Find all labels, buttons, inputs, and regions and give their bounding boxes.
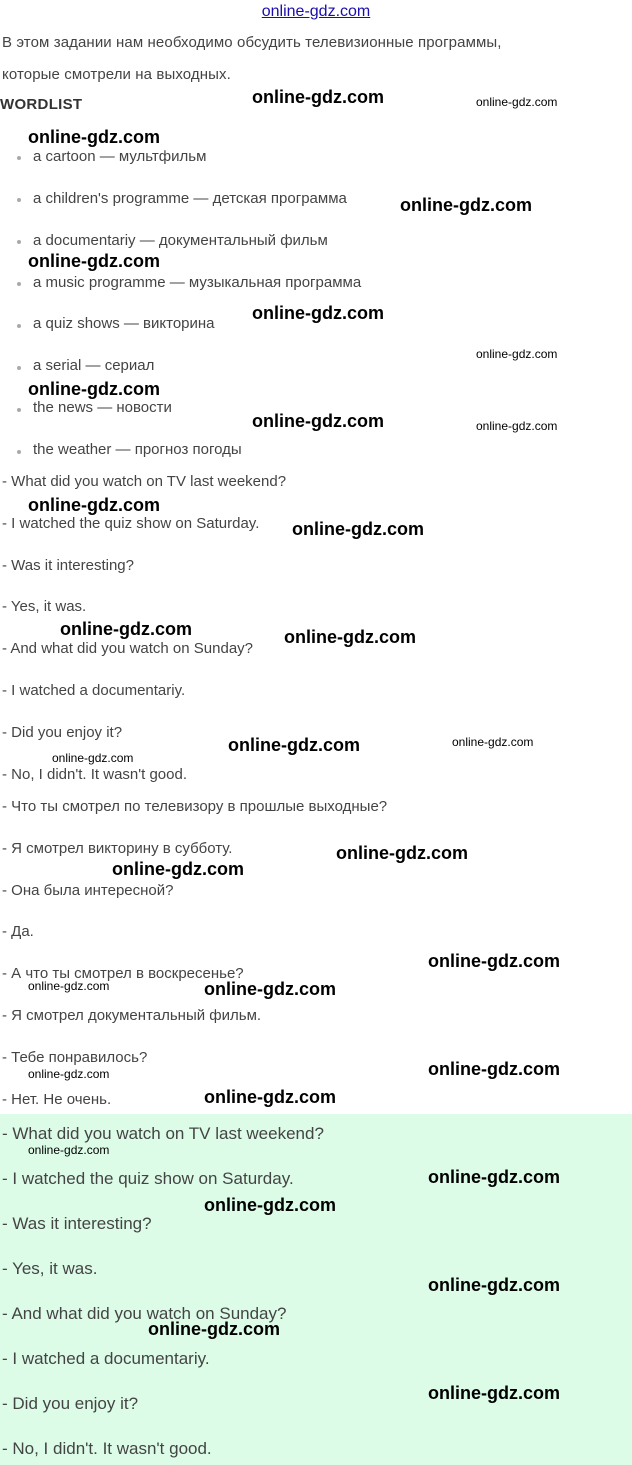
watermark: online-gdz.com (28, 979, 110, 993)
bullet-icon (17, 324, 21, 328)
wordlist-item: a documentariy — документальный фильм (33, 232, 328, 249)
dialogue-line: - No, I didn't. It wasn't good. (2, 1439, 212, 1458)
dialogue-line: - Yes, it was. (2, 1259, 98, 1278)
dialogue-line: - What did you watch on TV last weekend? (2, 473, 287, 490)
bullet-icon (17, 366, 21, 370)
dialogue-line: - I watched a documentariy. (2, 1349, 210, 1368)
wordlist-item: a children's programme — детская программа (33, 190, 347, 207)
watermark: online-gdz.com (204, 1195, 336, 1215)
watermark: online-gdz.com (336, 843, 468, 863)
bullet-icon (17, 408, 21, 412)
dialogue-line: - And what did you watch on Sunday? (2, 1304, 287, 1323)
watermark: online-gdz.com (476, 419, 558, 433)
bullet-icon (17, 198, 21, 202)
dialogue-line: - Was it interesting? (2, 1214, 152, 1233)
dialogue-line: - А что ты смотрел в воскресенье? (2, 965, 244, 982)
watermark: online-gdz.com (428, 1275, 560, 1295)
dialogue-line: - Нет. Не очень. (2, 1091, 112, 1108)
watermark: online-gdz.com (60, 619, 192, 639)
dialogue-line: - Did you enjoy it? (2, 1394, 139, 1413)
watermark: online-gdz.com (428, 951, 560, 971)
dialogue-line: - Yes, it was. (2, 598, 87, 615)
dialogue-line: - I watched the quiz show on Saturday. (2, 1169, 294, 1188)
watermark: online-gdz.com (28, 251, 160, 271)
watermark: online-gdz.com (476, 95, 558, 109)
watermark: online-gdz.com (28, 495, 160, 515)
watermark: online-gdz.com (252, 411, 384, 431)
dialogue-line: - Я смотрел документальный фильм. (2, 1007, 262, 1024)
watermark: online-gdz.com (52, 751, 134, 765)
watermark: online-gdz.com (148, 1319, 280, 1339)
watermark: online-gdz.com (28, 1143, 110, 1157)
watermark: online-gdz.com (228, 735, 360, 755)
watermark: online-gdz.com (28, 1067, 110, 1081)
watermark: online-gdz.com (28, 379, 160, 399)
watermark: online-gdz.com (452, 735, 534, 749)
watermark: online-gdz.com (400, 195, 532, 215)
site-link[interactable]: online-gdz.com (261, 3, 371, 20)
watermark: online-gdz.com (28, 127, 160, 147)
dialogue-line: - No, I didn't. It wasn't good. (2, 766, 187, 783)
dialogue-line: - Тебе понравилось? (2, 1049, 148, 1066)
bullet-icon (17, 450, 21, 454)
watermark: online-gdz.com (112, 859, 244, 879)
dialogue-line: - And what did you watch on Sunday? (2, 640, 254, 657)
intro-line-2: которые смотрели на выходных. (2, 66, 231, 83)
watermark: online-gdz.com (252, 303, 384, 323)
watermark: online-gdz.com (428, 1059, 560, 1079)
dialogue-line: - Она была интересной? (2, 882, 174, 899)
bullet-icon (17, 240, 21, 244)
dialogue-line: - Я смотрел викторину в субботу. (2, 840, 233, 857)
dialogue-line: - What did you watch on TV last weekend? (2, 1124, 324, 1143)
wordlist-item: a cartoon — мультфильм (33, 148, 207, 165)
bullet-icon (17, 282, 21, 286)
dialogue-line: - Did you enjoy it? (2, 724, 123, 741)
wordlist-item: the weather — прогноз погоды (33, 441, 242, 458)
bullet-icon (17, 156, 21, 160)
dialogue-line: - Что ты смотрел по телевизору в прошлые выходные? (2, 798, 388, 815)
watermark: online-gdz.com (252, 87, 384, 107)
wordlist-item: the news — новости (33, 399, 172, 416)
watermark: online-gdz.com (204, 979, 336, 999)
watermark: online-gdz.com (284, 627, 416, 647)
wordlist-item: a music programme — музыкальная программа (33, 274, 362, 291)
dialogue-line: - Да. (2, 923, 34, 940)
dialogue-line: - I watched a documentariy. (2, 682, 186, 699)
watermark: online-gdz.com (204, 1087, 336, 1107)
wordlist-title: WORDLIST (0, 96, 83, 113)
wordlist-item: a serial — сериал (33, 357, 155, 374)
watermark: online-gdz.com (292, 519, 424, 539)
dialogue-line: - Was it interesting? (2, 557, 134, 574)
wordlist-item: a quiz shows — викторина (33, 315, 215, 332)
watermark: online-gdz.com (428, 1383, 560, 1403)
intro-line-1: В этом задании нам необходимо обсудить телевизионные программы, (2, 34, 502, 51)
watermark: online-gdz.com (476, 347, 558, 361)
dialogue-line: - I watched the quiz show on Saturday. (2, 515, 260, 532)
watermark: online-gdz.com (428, 1167, 560, 1187)
